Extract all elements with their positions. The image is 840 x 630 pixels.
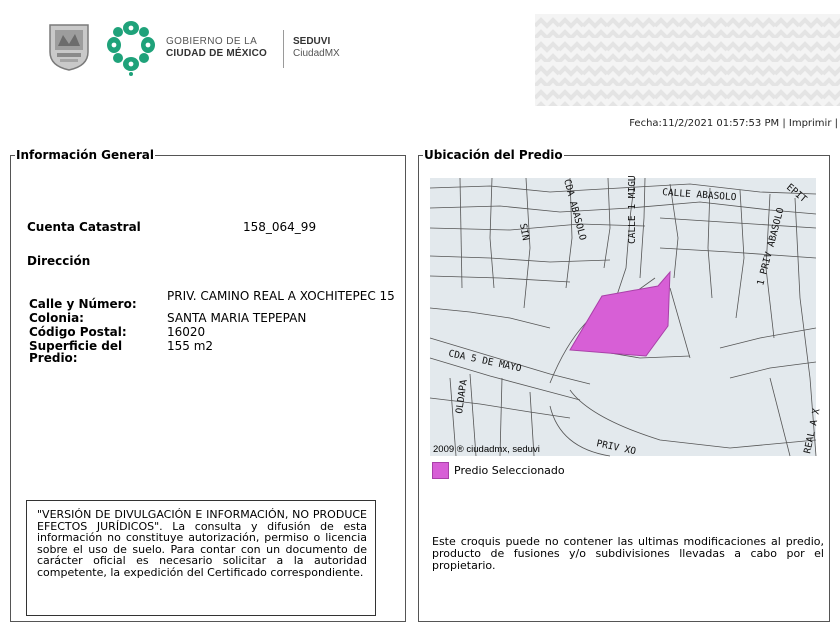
street-label-calle-abasolo: CALLE ABASOLO bbox=[661, 187, 737, 204]
legend-label: Predio Seleccionado bbox=[454, 464, 565, 477]
cuenta-catastral-value: 158_064_99 bbox=[243, 220, 317, 234]
table-row bbox=[29, 340, 395, 366]
street-label-sin: SIN bbox=[517, 222, 531, 242]
date-print-bar bbox=[629, 118, 840, 129]
calle-label: Calle y Número: bbox=[29, 297, 137, 311]
address-table bbox=[29, 290, 395, 366]
location-panel bbox=[418, 148, 830, 622]
government-name bbox=[166, 36, 267, 60]
street-label-priv-xo: PRIV XO bbox=[595, 438, 637, 458]
general-info-legend: Información General bbox=[16, 148, 154, 162]
fecha-text: Fecha:11/2/2021 01:57:53 PM bbox=[629, 118, 780, 129]
decorative-pattern bbox=[535, 14, 840, 106]
general-info-panel bbox=[10, 148, 406, 622]
colonia-value: SANTA MARIA TEPEPAN bbox=[167, 311, 307, 325]
street-label-epit: EPIT bbox=[784, 181, 809, 206]
street-label-cda-5-de-mayo: CDA 5 DE MAYO bbox=[447, 348, 523, 375]
coat-of-arms-icon bbox=[46, 22, 92, 72]
street-label-calle-1-miguel: CALLE 1 MIGU bbox=[627, 175, 638, 244]
cdmx-logo-icon bbox=[104, 18, 158, 76]
colonia-label: Colonia: bbox=[29, 311, 84, 325]
page-header bbox=[0, 0, 840, 110]
calle-value: PRIV. CAMINO REAL A XOCHITEPEC 15 bbox=[167, 289, 395, 303]
street-label-oldapa: OLDAPA bbox=[454, 378, 470, 415]
separator-trailing: | bbox=[834, 118, 838, 129]
selected-parcel-swatch bbox=[432, 462, 449, 479]
codigo-postal-label: Código Postal: bbox=[29, 325, 127, 339]
map-credit: 2009 ® ciudadmx, seduvi bbox=[433, 444, 540, 455]
map-disclaimer-note: Este croquis puede no contener las ultimas modificaciones al predio, producto de fusiones y/o subdivisiones llevadas a cabo por el propietario. bbox=[432, 535, 824, 572]
separator: | bbox=[782, 118, 786, 129]
street-label-cda-abasolo: CDA ABASOLO bbox=[561, 177, 589, 242]
map-canvas bbox=[430, 175, 823, 458]
street-label-real-a-x: REAL A X bbox=[802, 407, 823, 455]
seduvi-line-1: SEDUVI bbox=[293, 36, 331, 47]
superficie-label: Superficie del Predio: bbox=[29, 339, 123, 365]
codigo-postal-value: 16020 bbox=[167, 325, 206, 339]
seduvi-name bbox=[293, 36, 340, 60]
government-line-1: GOBIERNO DE LA bbox=[166, 36, 258, 47]
location-legend: Ubicación del Predio bbox=[424, 148, 563, 162]
cuenta-catastral-label: Cuenta Catastral bbox=[27, 220, 141, 234]
location-map[interactable] bbox=[430, 175, 823, 458]
street-label-priv-abasolo: 1 PRIV ABASOLO bbox=[755, 206, 787, 287]
table-row bbox=[29, 290, 395, 312]
direccion-heading: Dirección bbox=[27, 254, 91, 268]
table-row bbox=[29, 312, 395, 326]
print-link[interactable]: Imprimir bbox=[788, 118, 832, 129]
map-legend bbox=[432, 462, 565, 479]
seduvi-line-2: CiudadMX bbox=[293, 48, 340, 59]
table-row bbox=[29, 326, 395, 340]
legal-disclaimer: "VERSIÓN DE DIVULGACIÓN E INFORMACIÓN, NO PRODUCE EFECTOS JURÍDICOS". La consulta y difusión de esta información no constituye autorización, permiso o licencia sobre el uso de suelo. Para contar con un documento de carácter oficial es necesario solicitar a la autoridad competente, la expedición del Certificado correspondiente. bbox=[26, 500, 376, 616]
superficie-value: 155 m2 bbox=[167, 339, 214, 353]
government-line-2: CIUDAD DE MÉXICO bbox=[166, 48, 267, 59]
header-divider bbox=[283, 30, 284, 68]
